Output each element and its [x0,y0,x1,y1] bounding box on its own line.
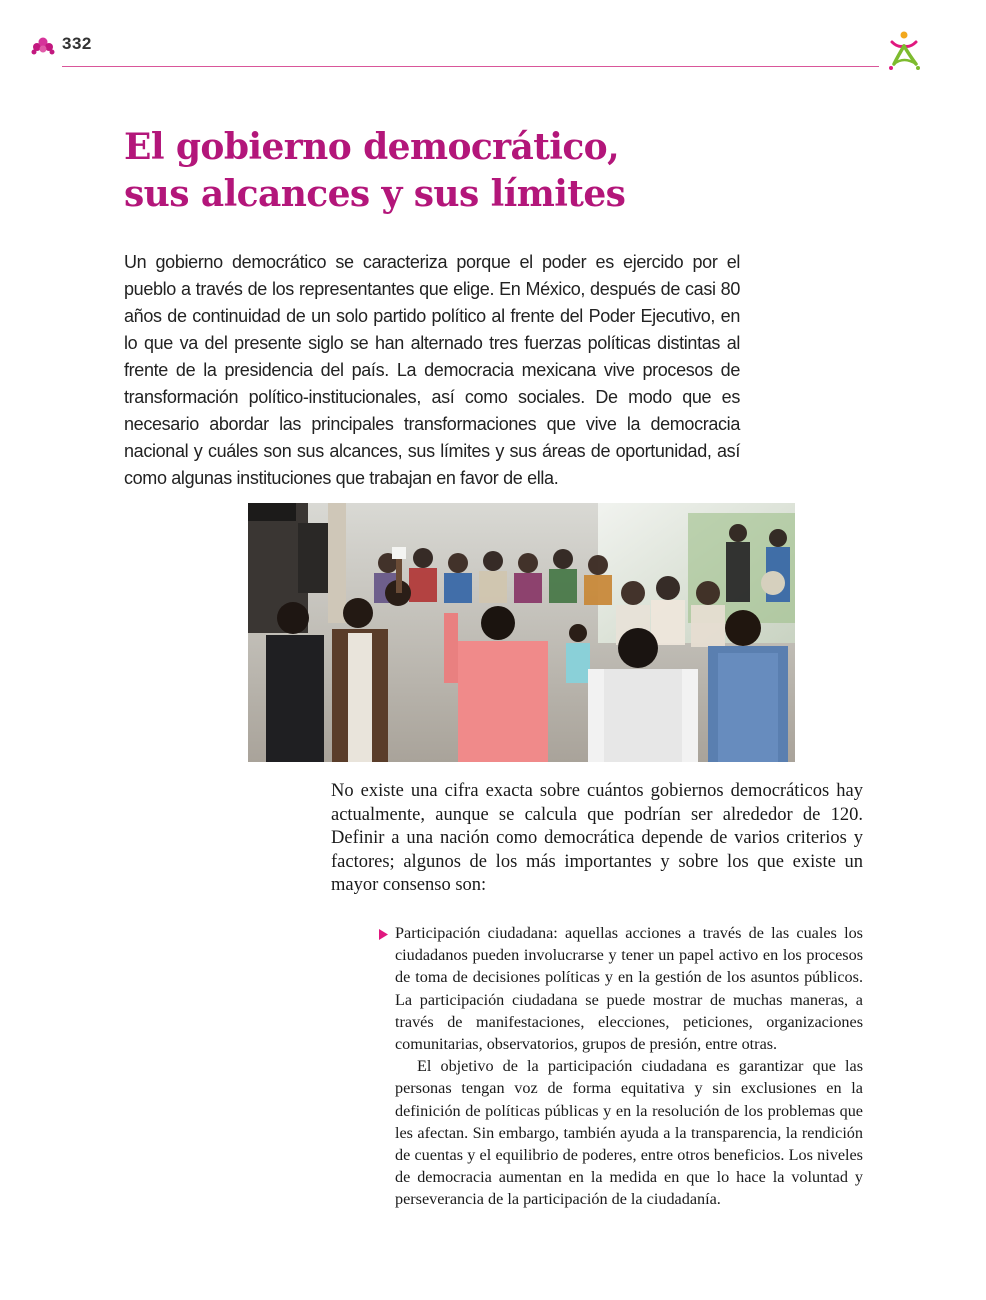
triangle-bullet-icon [379,929,388,940]
intro-paragraph: Un gobierno democrático se caracteriza porque el poder es ejercido por el pueblo a través de los representantes que elige. En México, después de casi 80 años de continuidad de un solo partido político al frente del Poder Ejecutivo, en lo que va del presente siglo se han alternado tres fuerzas políticas distintas al frente de la presidencia del país. La democracia mexicana vive procesos de transformación político-institucionales, así como sociales. De modo que es necesario abordar las principales transformaciones que vive la democracia nacional y cuáles son sus alcances, sus límites y sus áreas de oportunidad, así como algunas instituciones que trabajan en favor de ella. [124,252,740,488]
title-line-1: El gobierno democrático, [124,126,620,168]
header-rule [62,66,879,67]
bullet-item-participacion [379,922,863,1211]
title-line-2: sus alcances y sus límites [124,173,626,215]
flower-cluster-icon [30,34,56,56]
assembly-photo [248,503,795,762]
page-header [0,0,986,80]
criteria-paragraph: No existe una cifra exacta sobre cuántos gobiernos democráticos hay actualmente, aunque se calcula que podrían ser alrededor de 120. Definir a una nación como democrática depende de varios criterios y factores; algunos de los más importantes y sobre los que existe un mayor consenso son: [331,781,863,895]
page-title [124,124,744,218]
bullet-text-2: El objetivo de la participación ciudadana es garantizar que las personas tengan voz de forma equitativa y sin exclusiones en la definición de políticas públicas y en la resolución de los problemas que les afectan. Sin embargo, también ayuda a la transparencia, la rendición de cuentas y el equilibrio de poderes, entre otros beneficios. Los niveles de democracia aumentan en la medida en que lo hace la voluntad y perseverancia de la participación de la ciudadanía. [395,1057,863,1209]
page-number: 332 [62,34,92,53]
bullet-text-1: Participación ciudadana: aquellas acciones a través de las cuales los ciudadanos pueden involucrarse y tener un papel activo en los procesos de toma de decisiones políticas y en la gestión de los asuntos públicos. La participación ciudadana se puede mostrar de muchas maneras, a través de manifestaciones, elecciones, peticiones, organizaciones comunitarias, observatorios, grupos de presión, entre otras. [395,924,863,1054]
sprout-figure-icon [884,30,924,72]
